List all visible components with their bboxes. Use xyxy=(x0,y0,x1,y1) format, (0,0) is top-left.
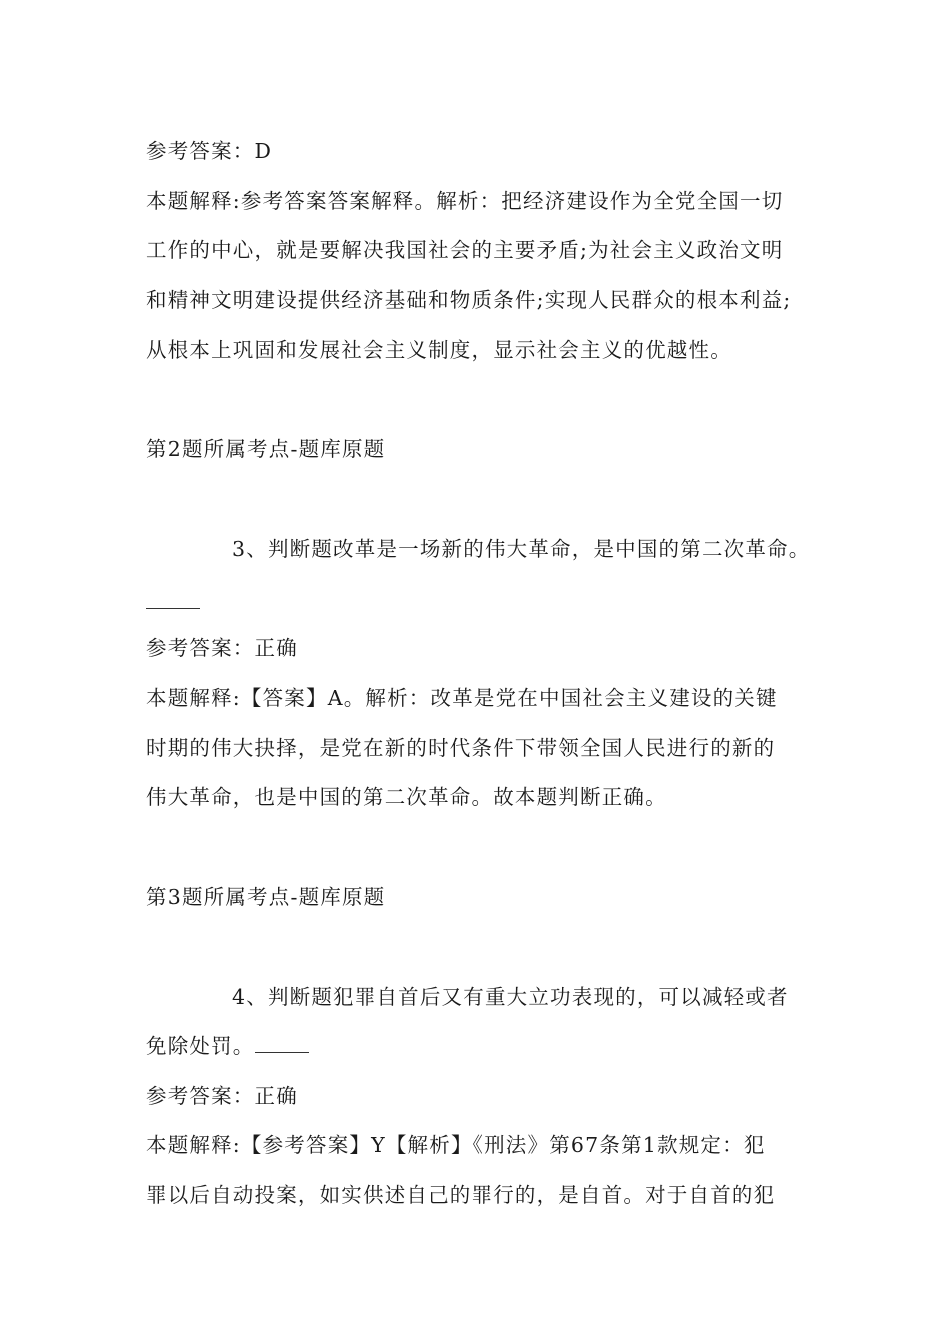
q4-question-line-2-text: 免除处罚。 xyxy=(146,1034,255,1058)
q4-explanation-line-2: 罪以后自动投案，如实供述自己的罪行的，是自首。对于自首的犯 xyxy=(146,1183,776,1207)
q4-answer-blank xyxy=(255,1036,309,1053)
q2-answer: 参考答案：D xyxy=(146,139,273,163)
q2-topic: 第2题所属考点-题库原题 xyxy=(146,437,386,461)
q4-explanation-line-1: 本题解释:【参考答案】Y【解析】《刑法》第67条第1款规定：犯 xyxy=(146,1133,766,1157)
q4-answer: 参考答案：正确 xyxy=(146,1084,298,1108)
q3-question: 3、判断题改革是一场新的伟大革命，是中国的第二次革命。 xyxy=(232,537,811,561)
q2-explanation-line-4: 从根本上巩固和发展社会主义制度，显示社会主义的优越性。 xyxy=(146,338,732,362)
q3-answer: 参考答案：正确 xyxy=(146,636,298,660)
q3-answer-blank xyxy=(146,607,200,609)
q3-explanation-line-1: 本题解释:【答案】A。解析：改革是党在中国社会主义建设的关键 xyxy=(146,686,778,710)
q2-explanation-line-1: 本题解释:参考答案答案解释。解析：把经济建设作为全党全国一切 xyxy=(146,189,784,213)
q3-topic: 第3题所属考点-题库原题 xyxy=(146,885,386,909)
q4-question-line-2 xyxy=(146,1032,816,1060)
q4-question-line-1: 4、判断题犯罪自首后又有重大立功表现的，可以减轻或者 xyxy=(232,985,789,1009)
q3-explanation-line-2: 时期的伟大抉择，是党在新的时代条件下带领全国人民进行的新的 xyxy=(146,736,776,760)
q3-explanation-line-3: 伟大革命，也是中国的第二次革命。故本题判断正确。 xyxy=(146,785,667,809)
q2-explanation-line-3: 和精神文明建设提供经济基础和物质条件;实现人民群众的根本利益; xyxy=(146,288,792,312)
q2-explanation-line-2: 工作的中心，就是要解决我国社会的主要矛盾;为社会主义政治文明 xyxy=(146,238,784,262)
